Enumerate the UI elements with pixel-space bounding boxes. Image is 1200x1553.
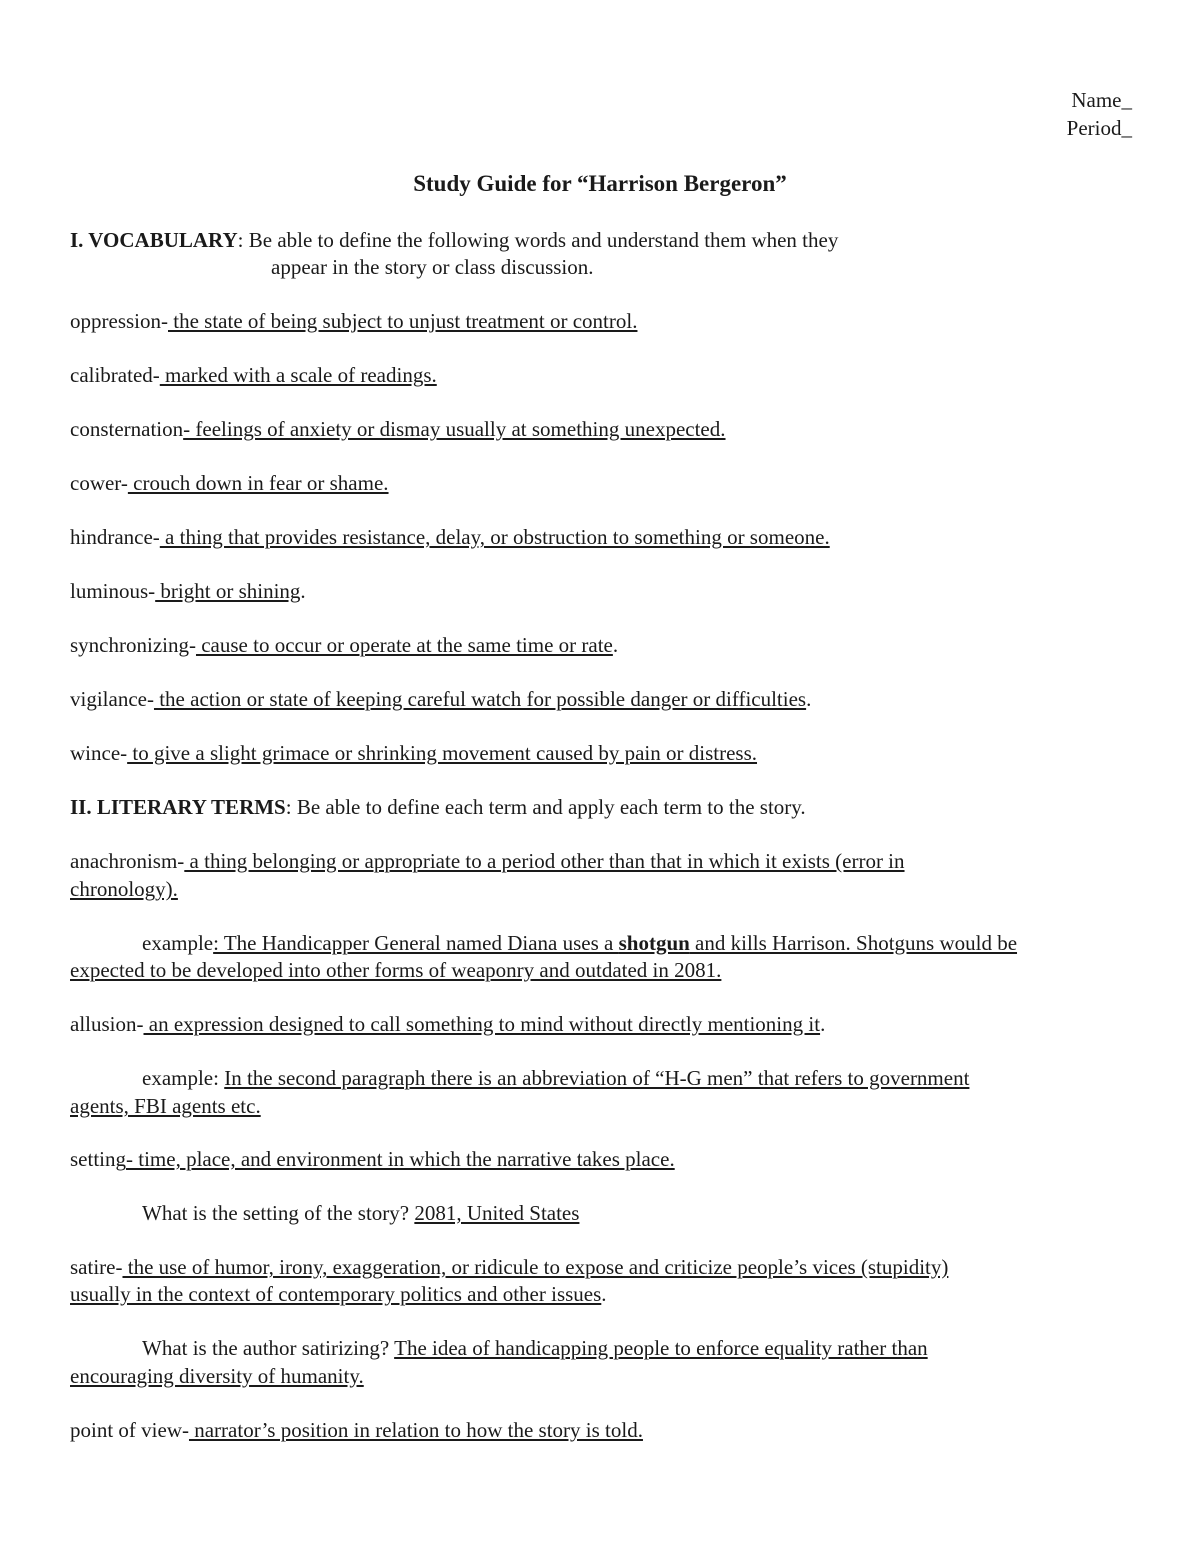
name-period-block xyxy=(1067,86,1132,142)
term-definition: the action or state of keeping careful watch for possible danger or difficulties xyxy=(153,687,807,711)
term-definition: marked with a scale of readings. xyxy=(159,363,437,387)
term-definition-cont: usually in the context of contemporary politics and other issues xyxy=(70,1282,602,1306)
anachronism-definition xyxy=(70,847,905,875)
term-trail: . xyxy=(806,687,812,711)
example-label: example: xyxy=(142,1066,225,1090)
term-trail: . xyxy=(601,1282,607,1306)
term-word: synchronizing- xyxy=(70,633,196,657)
term-word: wince- xyxy=(70,741,128,765)
term-word: oppression- xyxy=(70,309,168,333)
vocab-term-hindrance xyxy=(70,523,830,551)
vocab-term-vigilance xyxy=(70,685,811,713)
example-text-part1: : The Handicapper General named Diana uses a xyxy=(213,931,619,955)
vocab-term-wince xyxy=(70,739,757,767)
anachronism-example-cont: expected to be developed into other forms of weaponry and outdated in 2081. xyxy=(70,958,722,982)
anachronism-definition-cont: chronology). xyxy=(70,877,178,901)
vocab-term-synchronizing xyxy=(70,631,618,659)
term-definition: cause to occur or operate at the same time or rate xyxy=(195,633,613,657)
term-definition: narrator’s position in relation to how the story is told. xyxy=(188,1418,643,1442)
vocabulary-heading-line xyxy=(70,226,838,254)
vocab-term-cower xyxy=(70,469,389,497)
term-definition: - feelings of anxiety or dismay usually at something unexpected. xyxy=(183,417,726,441)
literary-heading-line xyxy=(70,793,806,821)
allusion-example xyxy=(142,1064,969,1092)
setting-question xyxy=(142,1199,579,1227)
term-word: cower- xyxy=(70,471,128,495)
term-word: hindrance- xyxy=(70,525,160,549)
term-word: setting xyxy=(70,1147,126,1171)
term-word: vigilance- xyxy=(70,687,154,711)
question-text: What is the author satirizing? xyxy=(142,1336,395,1360)
term-trail: . xyxy=(820,1012,826,1036)
anachronism-example xyxy=(142,929,1017,957)
period-label: Period_ xyxy=(1066,116,1132,140)
term-definition: - time, place, and environment in which the narrative takes place. xyxy=(126,1147,675,1171)
satire-answer-cont: encouraging diversity of humanity. xyxy=(70,1364,364,1388)
term-definition: to give a slight grimace or shrinking movement caused by pain or distress. xyxy=(127,741,758,765)
page-title: Study Guide for “Harrison Bergeron” xyxy=(413,171,787,196)
vocab-term-oppression xyxy=(70,307,637,335)
answer-text: 2081, United States xyxy=(414,1201,580,1225)
example-text-part2: and kills Harrison. Shotguns would be xyxy=(689,931,1018,955)
vocab-term-consternation xyxy=(70,415,726,443)
term-word: point of view- xyxy=(70,1418,189,1442)
literary-instructions: : Be able to define each term and apply each term to the story. xyxy=(285,795,806,819)
vocab-term-calibrated xyxy=(70,361,437,389)
term-word: satire- xyxy=(70,1255,123,1279)
term-definition: bright or shining xyxy=(155,579,301,603)
term-definition: a thing that provides resistance, delay, or obstruction to something or someone. xyxy=(159,525,830,549)
example-text xyxy=(213,931,1017,955)
literary-heading: II. LITERARY TERMS xyxy=(70,795,286,819)
vocab-term-luminous xyxy=(70,577,306,605)
term-trail: . xyxy=(612,633,619,657)
question-text: What is the setting of the story? xyxy=(142,1201,415,1225)
satire-definition xyxy=(70,1253,948,1281)
vocabulary-heading: I. VOCABULARY xyxy=(70,228,238,252)
term-word: allusion- xyxy=(70,1012,144,1036)
term-definition: the state of being subject to unjust treatment or control. xyxy=(168,309,638,333)
vocabulary-instructions: : Be able to define the following words and understand them when they xyxy=(237,228,839,252)
term-word: calibrated- xyxy=(70,363,160,387)
example-label: example xyxy=(142,931,214,955)
point-of-view-definition xyxy=(70,1416,643,1444)
term-definition: a thing belonging or appropriate to a period other than that in which it exists (error in xyxy=(184,849,905,873)
allusion-example-cont: agents, FBI agents etc. xyxy=(70,1094,261,1118)
term-word: luminous- xyxy=(70,579,156,603)
term-definition: crouch down in fear or shame. xyxy=(127,471,389,495)
term-definition: an expression designed to call something to mind without directly mentioning it xyxy=(143,1012,821,1036)
example-text: In the second paragraph there is an abbreviation of “H-G men” that refers to government xyxy=(224,1066,970,1090)
example-bold-word: shotgun xyxy=(618,931,690,955)
answer-text: The idea of handicapping people to enforce equality rather than xyxy=(394,1336,928,1360)
vocabulary-instructions-cont: appear in the story or class discussion. xyxy=(271,255,594,279)
satire-definition-cont xyxy=(70,1280,607,1308)
term-definition: the use of humor, irony, exaggeration, or ridicule to expose and criticize people’s vices (stupidity) xyxy=(122,1255,949,1279)
name-label: Name_ xyxy=(1071,88,1132,112)
term-word: anachronism- xyxy=(70,849,185,873)
term-word: consternation xyxy=(70,417,184,441)
allusion-definition xyxy=(70,1010,825,1038)
satire-question xyxy=(142,1334,928,1362)
setting-definition xyxy=(70,1145,675,1173)
term-trail: . xyxy=(300,579,306,603)
